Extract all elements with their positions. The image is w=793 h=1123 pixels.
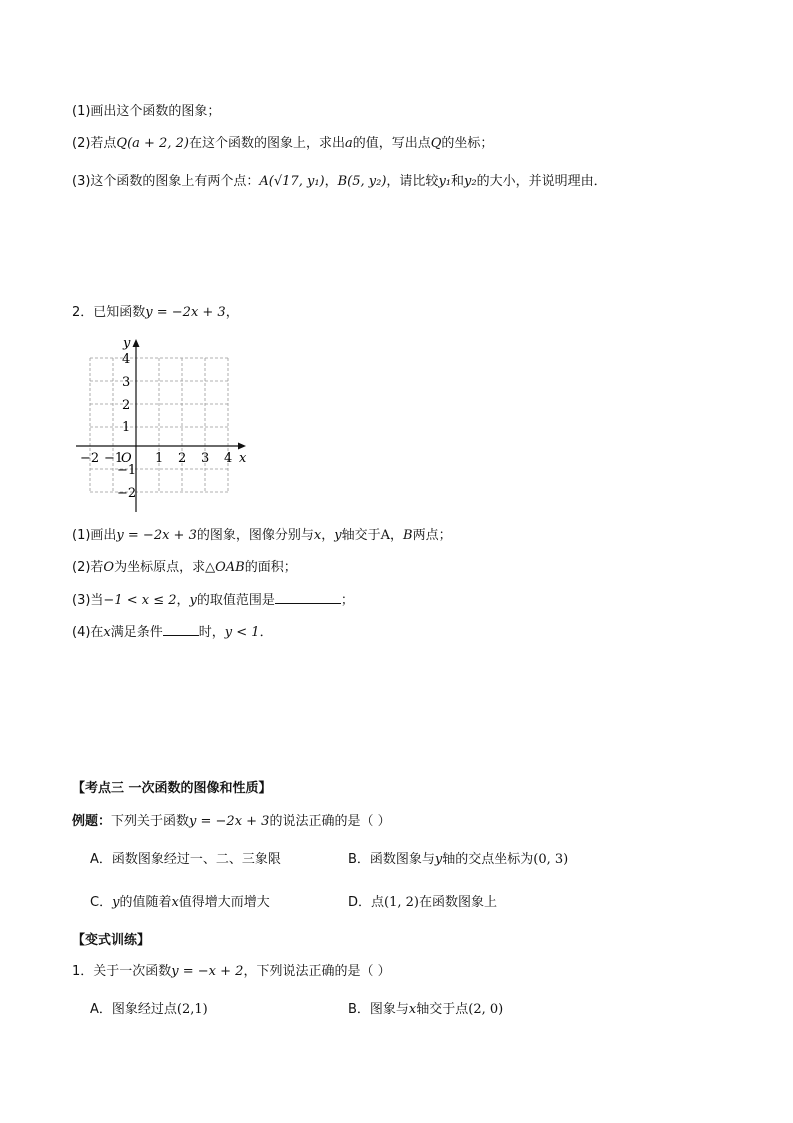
q1-part2 bbox=[72, 135, 493, 153]
option-c-mid: 的值随着 bbox=[119, 895, 172, 910]
q1-part3-and: 和 bbox=[451, 174, 465, 189]
q2-part3-end: ； bbox=[340, 593, 354, 608]
var-a: a bbox=[344, 136, 353, 151]
practice-option-b-mid: 轴交于点 bbox=[416, 1002, 469, 1017]
practice-option-b-point: (2, 0) bbox=[468, 1002, 504, 1017]
practice-1-end: ，下列说法正确的是（ ） bbox=[243, 964, 391, 979]
x-tick-2: 2 bbox=[178, 451, 187, 466]
x-tick-neg1: −1 bbox=[104, 451, 124, 466]
y-tick-1: 1 bbox=[122, 420, 131, 435]
option-b-point: (0, 3) bbox=[533, 852, 569, 867]
option-a bbox=[90, 851, 281, 869]
q2-part4-end: ． bbox=[259, 625, 273, 640]
y-axis-label: y bbox=[123, 336, 131, 351]
q2-part3-prefix: (3)当 bbox=[72, 593, 104, 608]
q2-part1-mid2: 轴交于 bbox=[341, 528, 381, 543]
q1-part1-text: (1)画出这个函数的图象； bbox=[72, 104, 221, 119]
q2-intro-prefix: 2．已知函数 bbox=[72, 305, 146, 320]
example-question bbox=[72, 813, 391, 831]
var-x: x bbox=[408, 1002, 417, 1017]
q1-part2-mid: 在这个函数的图象上，求出 bbox=[188, 136, 345, 151]
practice-option-b bbox=[348, 1001, 503, 1019]
q2-part1-sep1: ， bbox=[321, 528, 335, 543]
q2-intro bbox=[72, 304, 239, 322]
option-b-prefix: B．函数图象与 bbox=[348, 852, 435, 867]
origin-symbol: O bbox=[103, 560, 115, 575]
q2-part1-prefix: (1)画出 bbox=[72, 528, 117, 543]
example-function: y = −2x + 3 bbox=[189, 814, 270, 829]
answer-blank[interactable] bbox=[275, 591, 341, 604]
var-y: y bbox=[112, 895, 120, 910]
q2-part1-mid: 的图象，图像分别与 bbox=[196, 528, 314, 543]
x-axis-arrow bbox=[238, 443, 246, 450]
x-tick-neg2: −2 bbox=[80, 451, 100, 466]
var-y: y bbox=[434, 852, 443, 867]
section3-heading: 【考点三 一次函数的图像和性质】 bbox=[72, 781, 272, 796]
practice-1-function: y = −x + 2 bbox=[171, 964, 244, 979]
q2-part1 bbox=[72, 527, 452, 545]
q2-part1-end: 两点； bbox=[412, 528, 452, 543]
q1-part1 bbox=[72, 103, 220, 121]
q2-part2-end: 的面积； bbox=[244, 560, 297, 575]
option-d bbox=[348, 894, 497, 912]
option-c bbox=[90, 894, 270, 912]
q1-part3-sep: ， bbox=[324, 174, 338, 189]
y-tick-neg1: −1 bbox=[117, 463, 137, 478]
var-x: x bbox=[313, 528, 322, 543]
origin-label: O bbox=[121, 451, 132, 466]
point-q-name: Q bbox=[430, 136, 442, 151]
q2-intro-end: ， bbox=[225, 305, 239, 320]
y-tick-neg2: −2 bbox=[117, 486, 137, 501]
y-tick-2: 2 bbox=[122, 398, 131, 413]
grid-lines bbox=[90, 358, 228, 492]
q1-part3 bbox=[72, 173, 607, 191]
q2-function: y = −2x + 3 bbox=[145, 305, 226, 320]
option-d-point: (1, 2) bbox=[384, 895, 419, 910]
var-y: y bbox=[334, 528, 342, 543]
var-y: y bbox=[189, 593, 197, 608]
practice-question-1 bbox=[72, 963, 391, 981]
example-label: 例题： bbox=[72, 814, 112, 829]
q2-part4-prefix: (4)在 bbox=[72, 625, 104, 640]
axes bbox=[76, 339, 246, 512]
practice-option-a-point: (2,1) bbox=[176, 1002, 208, 1017]
q1-part3-end: 的大小，并说明理由． bbox=[476, 174, 607, 189]
coordinate-grid-figure bbox=[72, 334, 252, 514]
q2-part2-prefix: (2)若 bbox=[72, 560, 104, 575]
var-x: x bbox=[171, 895, 179, 910]
point-a: A(√17, y₁) bbox=[259, 174, 325, 189]
option-c-end: 值得增大而增大 bbox=[178, 895, 270, 910]
x-axis-label: x bbox=[239, 451, 247, 466]
y-tick-3: 3 bbox=[122, 375, 131, 390]
practice-option-b-prefix: B．图象与 bbox=[348, 1002, 409, 1017]
q1-part3-prefix: (3)这个函数的图象上有两个点： bbox=[72, 174, 260, 189]
practice-1-prefix: 1．关于一次函数 bbox=[72, 964, 172, 979]
q1-part2-suffix: 的值，写出点 bbox=[352, 136, 431, 151]
option-a-text: A．函数图象经过一、二、三象限 bbox=[90, 852, 281, 867]
q2-part1-sep2: ， bbox=[390, 528, 404, 543]
triangle-oab: △OAB bbox=[205, 560, 245, 575]
q2-part4-condition: y < 1 bbox=[224, 625, 260, 640]
q2-part3 bbox=[72, 591, 354, 610]
point-q: Q(a + 2, 2) bbox=[116, 136, 189, 151]
option-d-end: 在函数图象上 bbox=[418, 895, 497, 910]
point-a-label: A bbox=[380, 528, 390, 543]
y-axis-arrow bbox=[133, 339, 140, 347]
x-tick-3: 3 bbox=[201, 451, 210, 466]
example-end: 的说法正确的是（ ） bbox=[269, 814, 391, 829]
q2-part3-condition: −1 < x ≤ 2 bbox=[103, 593, 177, 608]
answer-blank[interactable] bbox=[163, 623, 199, 636]
y-tick-4: 4 bbox=[122, 352, 131, 367]
option-b-mid: 轴的交点坐标为 bbox=[442, 852, 534, 867]
q2-part3-sep: ， bbox=[176, 593, 190, 608]
practice-option-a-prefix: A．图象经过点 bbox=[90, 1002, 177, 1017]
q2-part2-mid: 为坐标原点，求 bbox=[114, 560, 206, 575]
y2-symbol: y₂ bbox=[464, 174, 477, 189]
var-x: x bbox=[103, 625, 111, 640]
q1-part2-end: 的坐标； bbox=[441, 136, 494, 151]
q2-part1-func: y = −2x + 3 bbox=[116, 528, 197, 543]
example-prefix: 下列关于函数 bbox=[111, 814, 190, 829]
option-d-prefix: D．点 bbox=[348, 895, 385, 910]
point-b: B(5, y₂) bbox=[337, 174, 387, 189]
option-b bbox=[348, 851, 568, 869]
y1-symbol: y₁ bbox=[438, 174, 451, 189]
q2-part4-mid: 满足条件 bbox=[110, 625, 163, 640]
option-c-prefix: C． bbox=[90, 895, 113, 910]
x-tick-4: 4 bbox=[224, 451, 233, 466]
q2-part3-mid: 的取值范围是 bbox=[196, 593, 275, 608]
point-b-label: B bbox=[403, 528, 413, 543]
practice-option-a bbox=[90, 1001, 208, 1019]
q2-part2 bbox=[72, 559, 297, 577]
q1-part3-mid: ，请比较 bbox=[386, 174, 439, 189]
q2-part4 bbox=[72, 623, 273, 642]
q2-part4-mid2: 时， bbox=[198, 625, 225, 640]
x-tick-1: 1 bbox=[155, 451, 164, 466]
practice-heading: 【变式训练】 bbox=[72, 933, 151, 948]
q1-part2-prefix: (2)若点 bbox=[72, 136, 117, 151]
